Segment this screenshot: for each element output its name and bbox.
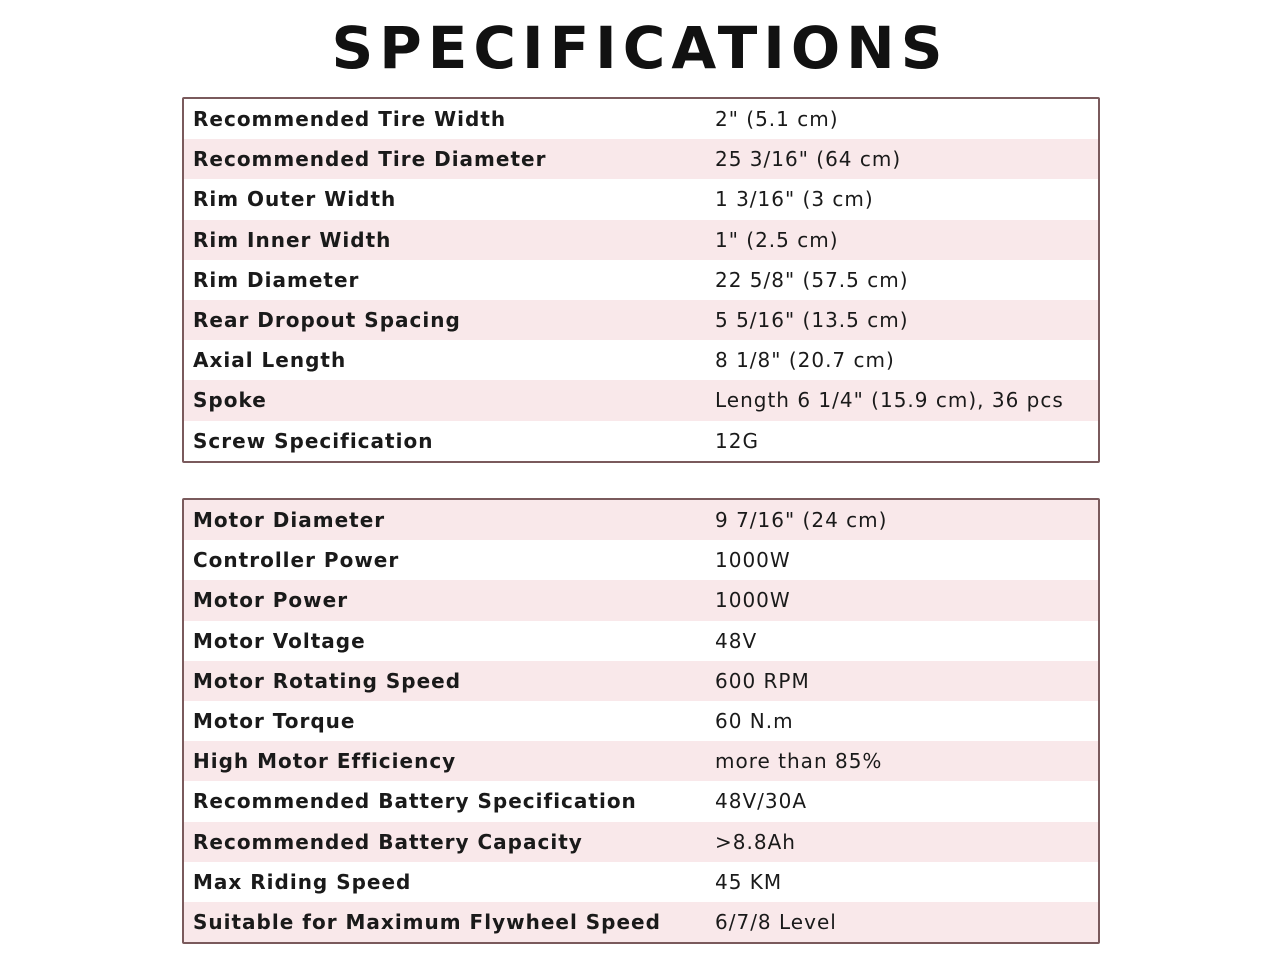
spec-value: 9 7/16" (24 cm) bbox=[715, 508, 888, 533]
spec-value: 1000W bbox=[715, 548, 791, 573]
spec-label: Controller Power bbox=[193, 548, 400, 573]
spec-label: Rim Inner Width bbox=[193, 227, 392, 252]
spec-value: 5 5/16" (13.5 cm) bbox=[715, 308, 909, 333]
spec-value: 22 5/8" (57.5 cm) bbox=[715, 267, 909, 292]
spec-row bbox=[184, 220, 1098, 260]
spec-label: Spoke bbox=[193, 388, 267, 413]
spec-value: more than 85% bbox=[715, 749, 883, 774]
spec-row bbox=[184, 540, 1098, 580]
spec-label: Recommended Tire Width bbox=[193, 107, 507, 132]
spec-value: 12G bbox=[715, 428, 759, 453]
spec-value: 1 3/16" (3 cm) bbox=[715, 187, 874, 212]
spec-row bbox=[184, 421, 1098, 461]
spec-row bbox=[184, 380, 1098, 420]
spec-value: 60 N.m bbox=[715, 709, 794, 734]
motor-spec-table bbox=[182, 498, 1100, 944]
spec-row bbox=[184, 781, 1098, 821]
spec-value: 25 3/16" (64 cm) bbox=[715, 147, 902, 172]
spec-label: Rim Diameter bbox=[193, 267, 360, 292]
spec-row bbox=[184, 580, 1098, 620]
spec-label: High Motor Efficiency bbox=[193, 749, 457, 774]
spec-row bbox=[184, 902, 1098, 942]
spec-row bbox=[184, 300, 1098, 340]
spec-label: Motor Rotating Speed bbox=[193, 668, 462, 693]
spec-row bbox=[184, 500, 1098, 540]
spec-row bbox=[184, 741, 1098, 781]
spec-row bbox=[184, 862, 1098, 902]
wheel-spec-table bbox=[182, 97, 1100, 463]
spec-row bbox=[184, 99, 1098, 139]
spec-value: 45 KM bbox=[715, 869, 783, 894]
spec-label: Recommended Tire Diameter bbox=[193, 147, 547, 172]
spec-row bbox=[184, 661, 1098, 701]
spec-value: 48V/30A bbox=[715, 789, 807, 814]
spec-value: 8 1/8" (20.7 cm) bbox=[715, 348, 895, 373]
spec-label: Motor Power bbox=[193, 588, 349, 613]
spec-value: >8.8Ah bbox=[715, 829, 796, 854]
spec-value: Length 6 1/4" (15.9 cm), 36 pcs bbox=[715, 388, 1064, 413]
spec-label: Motor Diameter bbox=[193, 508, 386, 533]
spec-label: Motor Torque bbox=[193, 709, 356, 734]
spec-label: Recommended Battery Capacity bbox=[193, 829, 583, 854]
spec-row bbox=[184, 340, 1098, 380]
spec-row bbox=[184, 139, 1098, 179]
spec-value: 6/7/8 Level bbox=[715, 909, 837, 934]
spec-label: Recommended Battery Specification bbox=[193, 789, 637, 814]
spec-value: 1" (2.5 cm) bbox=[715, 227, 839, 252]
spec-label: Rear Dropout Spacing bbox=[193, 308, 461, 333]
spec-row bbox=[184, 621, 1098, 661]
spec-row bbox=[184, 260, 1098, 300]
page-title: SPECIFICATIONS bbox=[331, 14, 949, 82]
spec-label: Motor Voltage bbox=[193, 628, 366, 653]
spec-label: Screw Specification bbox=[193, 428, 434, 453]
spec-value: 48V bbox=[715, 628, 758, 653]
spec-row bbox=[184, 179, 1098, 219]
spec-label: Rim Outer Width bbox=[193, 187, 397, 212]
spec-value: 1000W bbox=[715, 588, 791, 613]
spec-row bbox=[184, 701, 1098, 741]
spec-value: 600 RPM bbox=[715, 668, 810, 693]
spec-label: Max Riding Speed bbox=[193, 869, 412, 894]
spec-value: 2" (5.1 cm) bbox=[715, 107, 839, 132]
spec-row bbox=[184, 822, 1098, 862]
spec-label: Suitable for Maximum Flywheel Speed bbox=[193, 909, 661, 934]
spec-label: Axial Length bbox=[193, 348, 347, 373]
